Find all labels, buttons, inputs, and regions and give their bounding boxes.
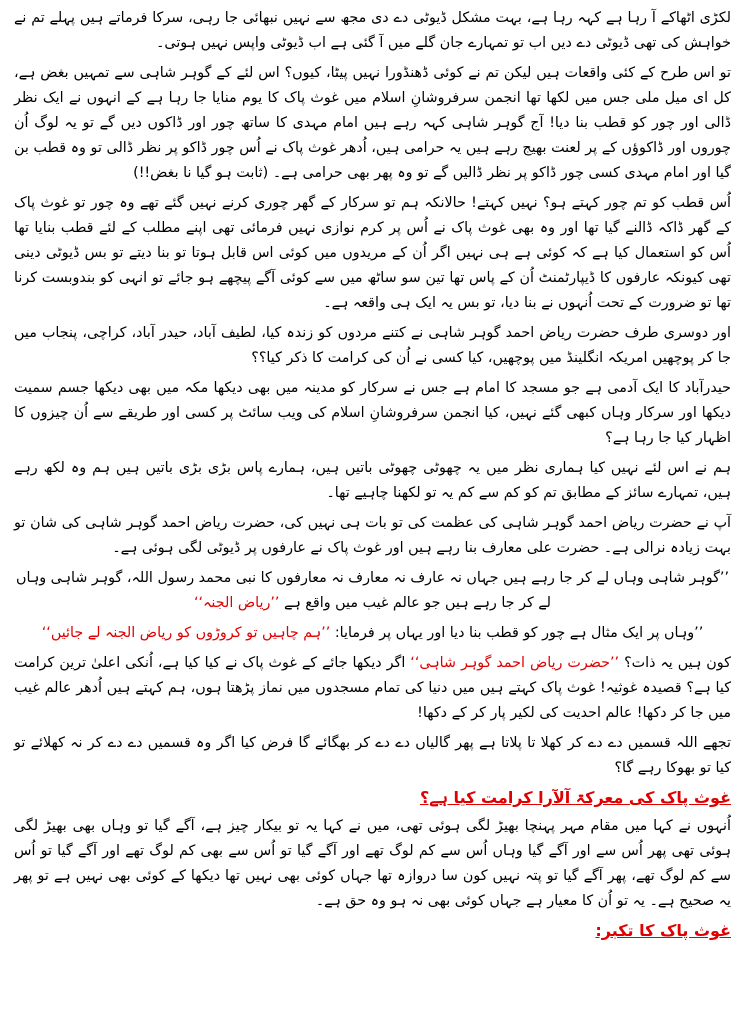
paragraph-who-is [14, 651, 731, 726]
paragraph-wood-duty: لکڑی اٹھاکے آ رہا ہے کہہ رہا ہے، بہت مشکل ڈیوٹی دے دی مجھ سے نہیں نبھائی جا رہی، سرکا فرماتے ہیں پہلے تم نے خواہش کی تھی ڈیوٹی دے دیں اب تو تمہارے جان گلے میں آ گئی ہے اب ڈیوٹی واپس نہیں ہوتی۔ [14, 10, 731, 51]
paragraph-small-matters: ہم نے اس لئے نہیں کیا ہماری نظر میں یہ چھوٹی چھوٹی باتیں ہیں، ہمارے پاس بڑی بڑی باتیں ہیں ہم وہ لکھ رہے ہیں، تمہارے سائز کے مطابق تم کو کم سے کم یہ تو لکھنا چاہیے تھا۔ [14, 460, 731, 501]
paragraph-allah-oaths: تجھے اللہ قسمیں دے دے کر کھلا تا پلاتا ہے پھر گالیاں دے دے کر بھگائے گا فرض کیا اگر وہ قسمیں دے دے کر نہ کھلائے تو کیا تو بھوکا رہے گا؟ [14, 735, 731, 776]
paragraph-thief-qutb: تو اس طرح کے کئی واقعات ہیں لیکن تم نے کوئی ڈھنڈورا نہیں پیٹا، کیوں؟ اس لئے کے گوہر شاہی سے تمہیں بغض ہے، کل ای میل ملی جس میں لکھا تھا انجمن سرفروشانِ اسلام میں غوث پاک کا یوم منایا جا رہا ہے کے انہوں نے ایک نظر ڈالی اور چور کو قطب بنا دیا! آج گوہر شاہی کہہ رہے ہیں امام مہدی کا ساتھ چور اور ڈاکوں دیں گے تو یہ لوگ اُن چوروں اور ڈاکوؤں کے پر لعنت بھیج رہے ہیں یہ حرامی ہیں، اُدھر غوث پاک نے اُس چور ڈاکو پر نظر ڈالی تو وہ قطب بن گیا اور امام مہدی کسی چور ڈاکو پر نظر ڈالیں گے تو وہ پھر بھی حرامی ہے۔ (ثابت ہو گیا نا بغض!!) [14, 65, 731, 181]
section-heading-karamat: غوث پاک کی معرکۃ آلآرا کرامت کیا ہے؟ [419, 788, 731, 807]
quote-crores-jannah: ’’ہم چاہیں تو کروڑوں کو ریاض الجنہ لے جائیں‘‘ [41, 625, 331, 641]
paragraph-dead-revived: اور دوسری طرف حضرت ریاض احمد گوہر شاہی نے کتنے مردوں کو زندہ کیا، لطیف آباد، حیدر آباد، کراچی، پنجاب میں جا کر پوچھیں امریکہ انگلینڈ میں پوچھیں، کیا کسی نے اُن کی کرامت کا ذکر کیا؟؟ [14, 325, 731, 366]
quote-example-text: ’’وہاں پر ایک مثال ہے چور کو قطب بنا دیا اور یہاں پر فرمایا: [330, 625, 704, 641]
paragraph-maqam-mehr: اُنہوں نے کہا میں مقام مہر پہنچا بھیڑ لگی ہوئی تھی، میں نے کہا یہ تو بیکار چیز ہے، آگے گیا تو وہاں بھی بھیڑ لگی ہوئی تھی پھر اُس سے اور آگے گیا وہاں اُس سے کم لوگ تھے اور آگے گیا تو اُس سے بھی کم لوگ تھے اور آگے گیا تو اُس سے کم لوگ تھے، پھر آگے گیا تو پتہ نہیں کون سا دروازہ تھا جہاں کوئی بھی نہیں تھا دیکھا کے کوئی بھی نہیں ہے تو پھر یہ صحیح ہے۔ یہ تو اُن کا معیار ہے جہاں کوئی بھی نہ ہو وہ حق ہے۔ [14, 818, 731, 909]
paragraph-hyderabad-imam: حیدرآباد کا ایک آدمی ہے جو مسجد کا امام ہے جس نے سرکار کو مدینہ میں بھی دیکھا مکہ میں بھی دیکھا جسم سمیت دیکھا اور سرکار وہاں کبھی گئے نہیں، کیا انجمن سرفروشانِ اسلام کی ویب سائٹ پر کسی اور طریقے سے اُن چیزوں کا اظہار کیا جا رہا ہے؟ [14, 380, 731, 446]
gohar-shahi-name: ’’حضرت ریاض احمد گوہر شاہی‘‘ [410, 655, 620, 671]
who-is-text: کون ہیں یہ ذات؟ [619, 655, 731, 671]
quote-gohar-shahi [14, 566, 731, 616]
quote-text: ’’گوہر شاہی وہاں لے کر جا رہے ہیں جہاں نہ عارف نہ معارف نہ معارفوں کا نبی محمد رسول اللہ، گوہر شاہی وہاں لے کر جا رہے ہیں جو عالم غیب میں واقع ہے [15, 570, 730, 611]
paragraph-qutb-thief: اُس قطب کو تم چور کہتے ہو؟ نہیں کہتے! حالانکہ ہم تو سرکار کے گھر چوری کرنے نہیں گئے تھے وہ چور تو غوث پاک کے گھر ڈاکہ ڈالنے گیا تھا اور وہ بھی غوث پاک نے اُس پر کرم نوازی نہیں فرمائی تھی اپنے مطلب کے لئے قطب بنایا تھا اُس کو استعمال کیا ہے کہ کوئی ہے ہی نہیں اگر اُن کے مریدوں میں کوئی اس قابل ہوتا تو بنا دیتے تو بس ڈیوٹی دینی تھی کیونکہ عارفوں کا ڈیپارٹمنٹ اُن کے پاس تھا تین سو ساٹھ میں سے کوئی آگے پیچھے ہو جائے تو انہی کو بندوبست کرنا تھا تو ضرورت کے تحت اُنہوں نے بنا دیا، تو بس یہ ایک ہی واقعہ ہے۔ [14, 195, 731, 311]
quote-thief-example [14, 621, 731, 646]
section-heading-takabbur: غوث پاک کا تکبر: [595, 921, 731, 940]
paragraph-greatness: آپ نے حضرت ریاض احمد گوہر شاہی کی عظمت کی تو بات ہی نہیں کی، حضرت ریاض احمد گوہر شاہی کی شان تو بہت زیادہ نرالی ہے۔ حضرت علی معارف بنا رہے ہیں اور غوث پاک نے عارفوں پر ڈیوٹی لگی ہوئی ہے۔ [14, 515, 731, 556]
who-is-rest: اگر دیکھا جائے کے غوث پاک نے کیا کیا ہے، اُنکی اعلیٰ ترین کرامت کیا ہے؟ قصیدہ غوثیہ! غوث پاک کہتے ہیں میں دنیا کی تمام مسجدوں میں نماز پڑھتا ہوں، ہم کہتے ہیں اُدھر عالم غیب میں جا کر دکھا! عالم احدیت کی لکیر پار کر کے دکھا! [14, 655, 731, 721]
quote-riaz-jannah: ’’ریاض الجنہ‘‘ [193, 595, 280, 611]
